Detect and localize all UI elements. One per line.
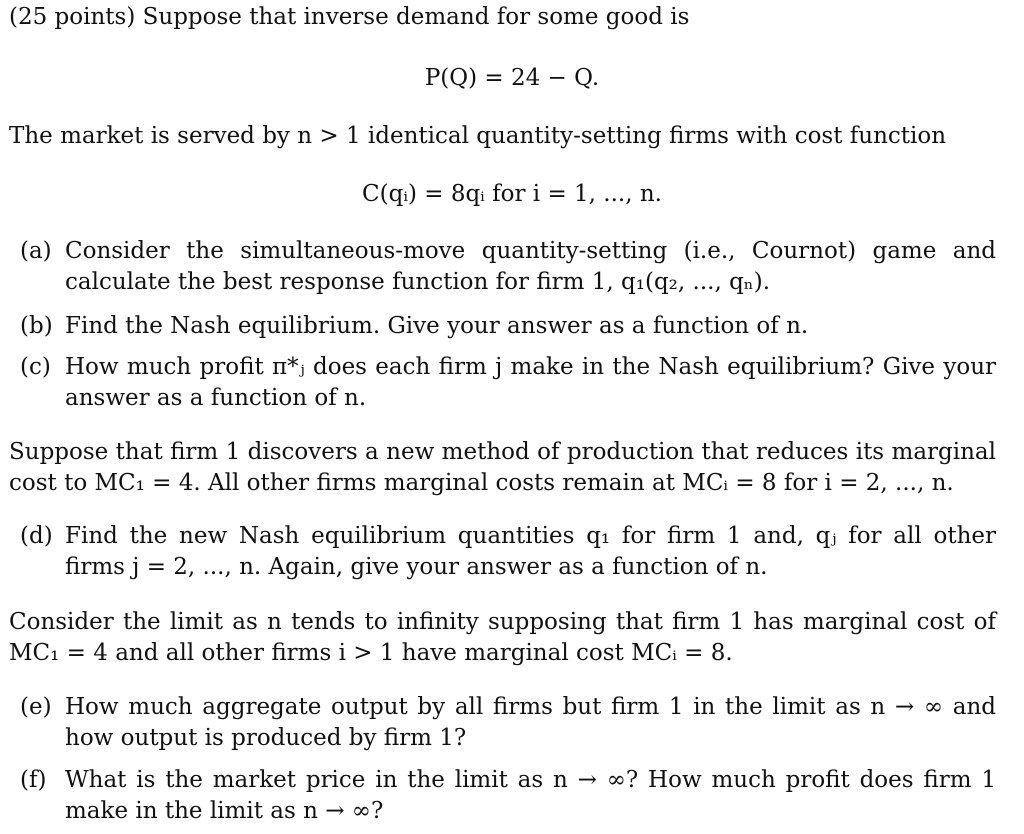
- part-f-text: What is the market price in the limit as n → ∞? How much profit does firm 1 make in the limit as n → ∞?: [65, 767, 996, 824]
- part-e-text: How much aggregate output by all firms but firm 1 in the limit as n → ∞ and how output is produced by firm 1?: [65, 694, 996, 751]
- part-f: [20, 765, 996, 827]
- part-a: [20, 236, 996, 298]
- part-c-label: (c): [20, 354, 51, 380]
- part-d-text: Find the new Nash equilibrium quantities q₁ for firm 1 and, qⱼ for all other firms j = 2, ..., n. Again, give your answer as a function of n.: [65, 523, 996, 580]
- part-d: [20, 521, 996, 583]
- part-b-label: (b): [20, 313, 53, 339]
- part-e-label: (e): [20, 694, 52, 720]
- market-paragraph: The market is served by n > 1 identical quantity-setting firms with cost function: [9, 123, 947, 149]
- intro-text: Suppose that inverse demand for some good is: [142, 4, 690, 30]
- new-method-paragraph: Suppose that firm 1 discovers a new method of production that reduces its marginal cost to MC₁ = 4. All other firms marginal costs remain at MCᵢ = 8 for i = 2, ..., n.: [9, 439, 996, 496]
- part-f-label: (f): [20, 767, 47, 793]
- cost-equation: C(qᵢ) = 8qᵢ for i = 1, ..., n.: [362, 181, 662, 207]
- part-b-text: Find the Nash equilibrium. Give your answer as a function of n.: [65, 313, 809, 339]
- part-d-label: (d): [20, 523, 53, 549]
- part-c: [20, 352, 996, 414]
- part-a-text: Consider the simultaneous-move quantity-setting (i.e., Cournot) game and calculate the best response function for firm 1, q₁(q₂, ..., qₙ).: [65, 238, 996, 295]
- intro-paragraph: [9, 2, 996, 33]
- part-b: [20, 311, 996, 342]
- points-label: (25 points): [9, 4, 136, 30]
- part-a-label: (a): [20, 238, 52, 264]
- limit-paragraph: Consider the limit as n tends to infinity supposing that firm 1 has marginal cost of MC₁ = 4 and all other firms i > 1 have marginal cost MCᵢ = 8.: [9, 609, 996, 666]
- part-e: [20, 692, 996, 754]
- part-c-text: How much profit π*ⱼ does each firm j make in the Nash equilibrium? Give your answer as a function of n.: [65, 354, 996, 411]
- demand-equation: P(Q) = 24 − Q.: [424, 65, 600, 91]
